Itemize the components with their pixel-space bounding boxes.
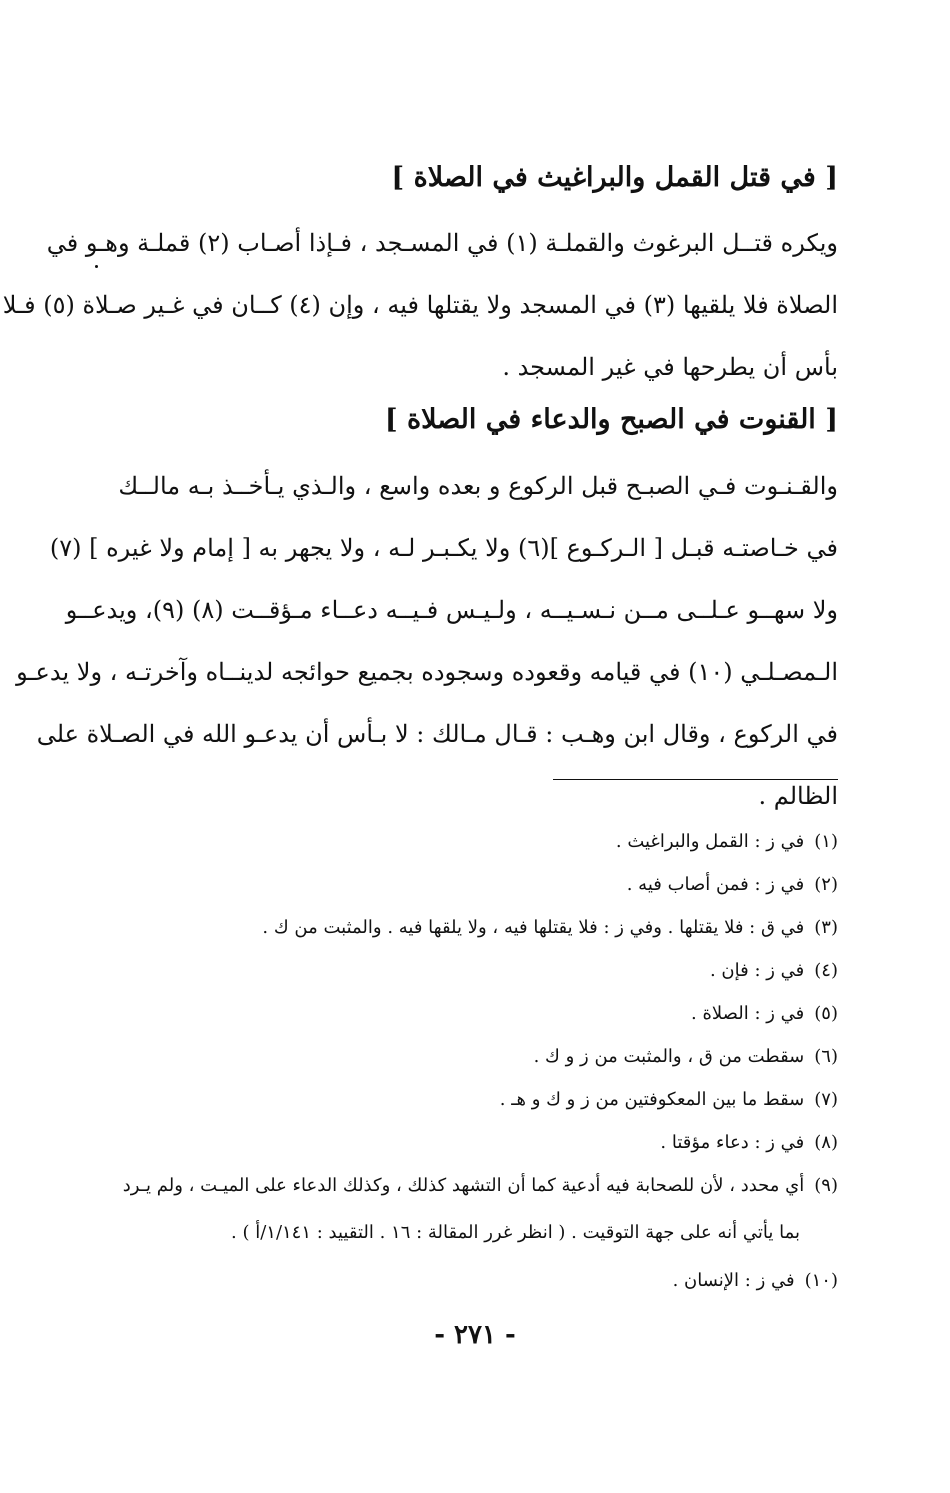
footnote [98, 956, 838, 986]
footnote-text: في ز : القمل والبراغيث . [615, 831, 805, 852]
text-line: الصلاة فلا يلقيها (٣) في المسجد ولا يقتلها فيه ، وإن (٤) كــان في غـير صـلاة (٥) فـلا [2, 291, 838, 319]
footnote-text: بما يأتي أنه على جهة التوقيت . ( انظر غرر المقالة : ١٦ . التقييد : ١/١٤١/أ ) . [231, 1222, 800, 1243]
footnote-number: (١) [814, 831, 838, 852]
footnote-text: أي محدد ، لأن للصحابة فيه أدعية كما أن التشهد كذلك ، وكذلك الدعاء على الميـت ، ولم يـرد [122, 1175, 805, 1196]
stray-dot [95, 265, 98, 268]
text-line: ولا سهــو عـلــى مــن نـسـيــه ، ولـيـس فـيــه دعــاء مـؤقــت (٨) (٩)، ويدعــو [65, 596, 838, 624]
footnote [98, 999, 838, 1029]
text-line: في خـاصتـه قبـل [ الـركـوع ](٦) ولا يكـبـر لـه ، ولا يجهر به [ إمام ولا غيره ] (٧) [49, 534, 838, 562]
footnote-number: (٥) [814, 1003, 838, 1024]
footnote-number: (٤) [814, 960, 838, 981]
text-line: الـمصـلـي (١٠) في قيامه وقعوده وسجوده بجميع حوائجه لدينــاه وآخرتـه ، ولا يدعـو [16, 658, 838, 686]
footnote-number: (٢) [814, 874, 838, 895]
paragraph-qunut [16, 455, 838, 827]
footnote [98, 1042, 838, 1072]
footnote [98, 827, 838, 857]
footnote [98, 1085, 838, 1115]
footnote-separator [553, 779, 838, 780]
text-line: الظالم . [758, 782, 838, 810]
footnote-text: سقطت من ق ، والمثبت من ز و ك . [533, 1046, 805, 1067]
paragraph-lice [2, 212, 838, 398]
text-line: والقـنـوت فـي الصبـح قبل الركوع و بعده واسع ، والـذي يـأخــذ بـه مالــك [118, 472, 838, 500]
footnote-text: سقط ما بين المعكوفتين من ز و ك و هـ . [499, 1089, 805, 1110]
footnote [98, 1171, 838, 1201]
footnote-number: (٩) [814, 1175, 838, 1196]
section-heading-qunut: [ القنوت في الصبح والدعاء في الصلاة ] [384, 404, 838, 435]
text-line: ويكره قتــل البرغوث والقملـة (١) في المسـجد ، فـإذا أصـاب (٢) قملـة وهـو في [46, 229, 838, 257]
footnote [98, 1128, 838, 1158]
text-line: بأس أن يطرحها في غير المسجد . [502, 353, 838, 381]
footnote-number: (١٠) [804, 1270, 838, 1291]
footnote-text: في ز : دعاء مؤقتا . [660, 1132, 805, 1153]
footnote-number: (٨) [814, 1132, 838, 1153]
footnote-text: في ز : فمن أصاب فيه . [626, 874, 805, 895]
section-heading-lice: [ في قتل القمل والبراغيث في الصلاة ] [391, 162, 838, 193]
footnote-text: في ز : فإن . [709, 960, 805, 981]
page-number: - ٢٧١ - [434, 1320, 516, 1350]
footnote-text: في ق : فلا يقتلها . وفي ز : فلا يقتلها فيه ، ولا يلقها فيه . والمثبت من ك . [262, 917, 805, 938]
footnote [98, 913, 838, 943]
footnote [98, 870, 838, 900]
footnote-number: (٧) [814, 1089, 838, 1110]
footnote [98, 1266, 838, 1296]
footnote-number: (٣) [814, 917, 838, 938]
footnote-number: (٦) [814, 1046, 838, 1067]
footnote-continuation [98, 1218, 800, 1248]
footnote-text: في ز : الصلاة . [691, 1003, 805, 1024]
footnote-text: في ز : الإنسان . [672, 1270, 795, 1291]
text-line: في الركوع ، وقال ابن وهـب : قـال مـالك : لا بـأس أن يدعـو الله في الصـلاة على [36, 720, 838, 748]
